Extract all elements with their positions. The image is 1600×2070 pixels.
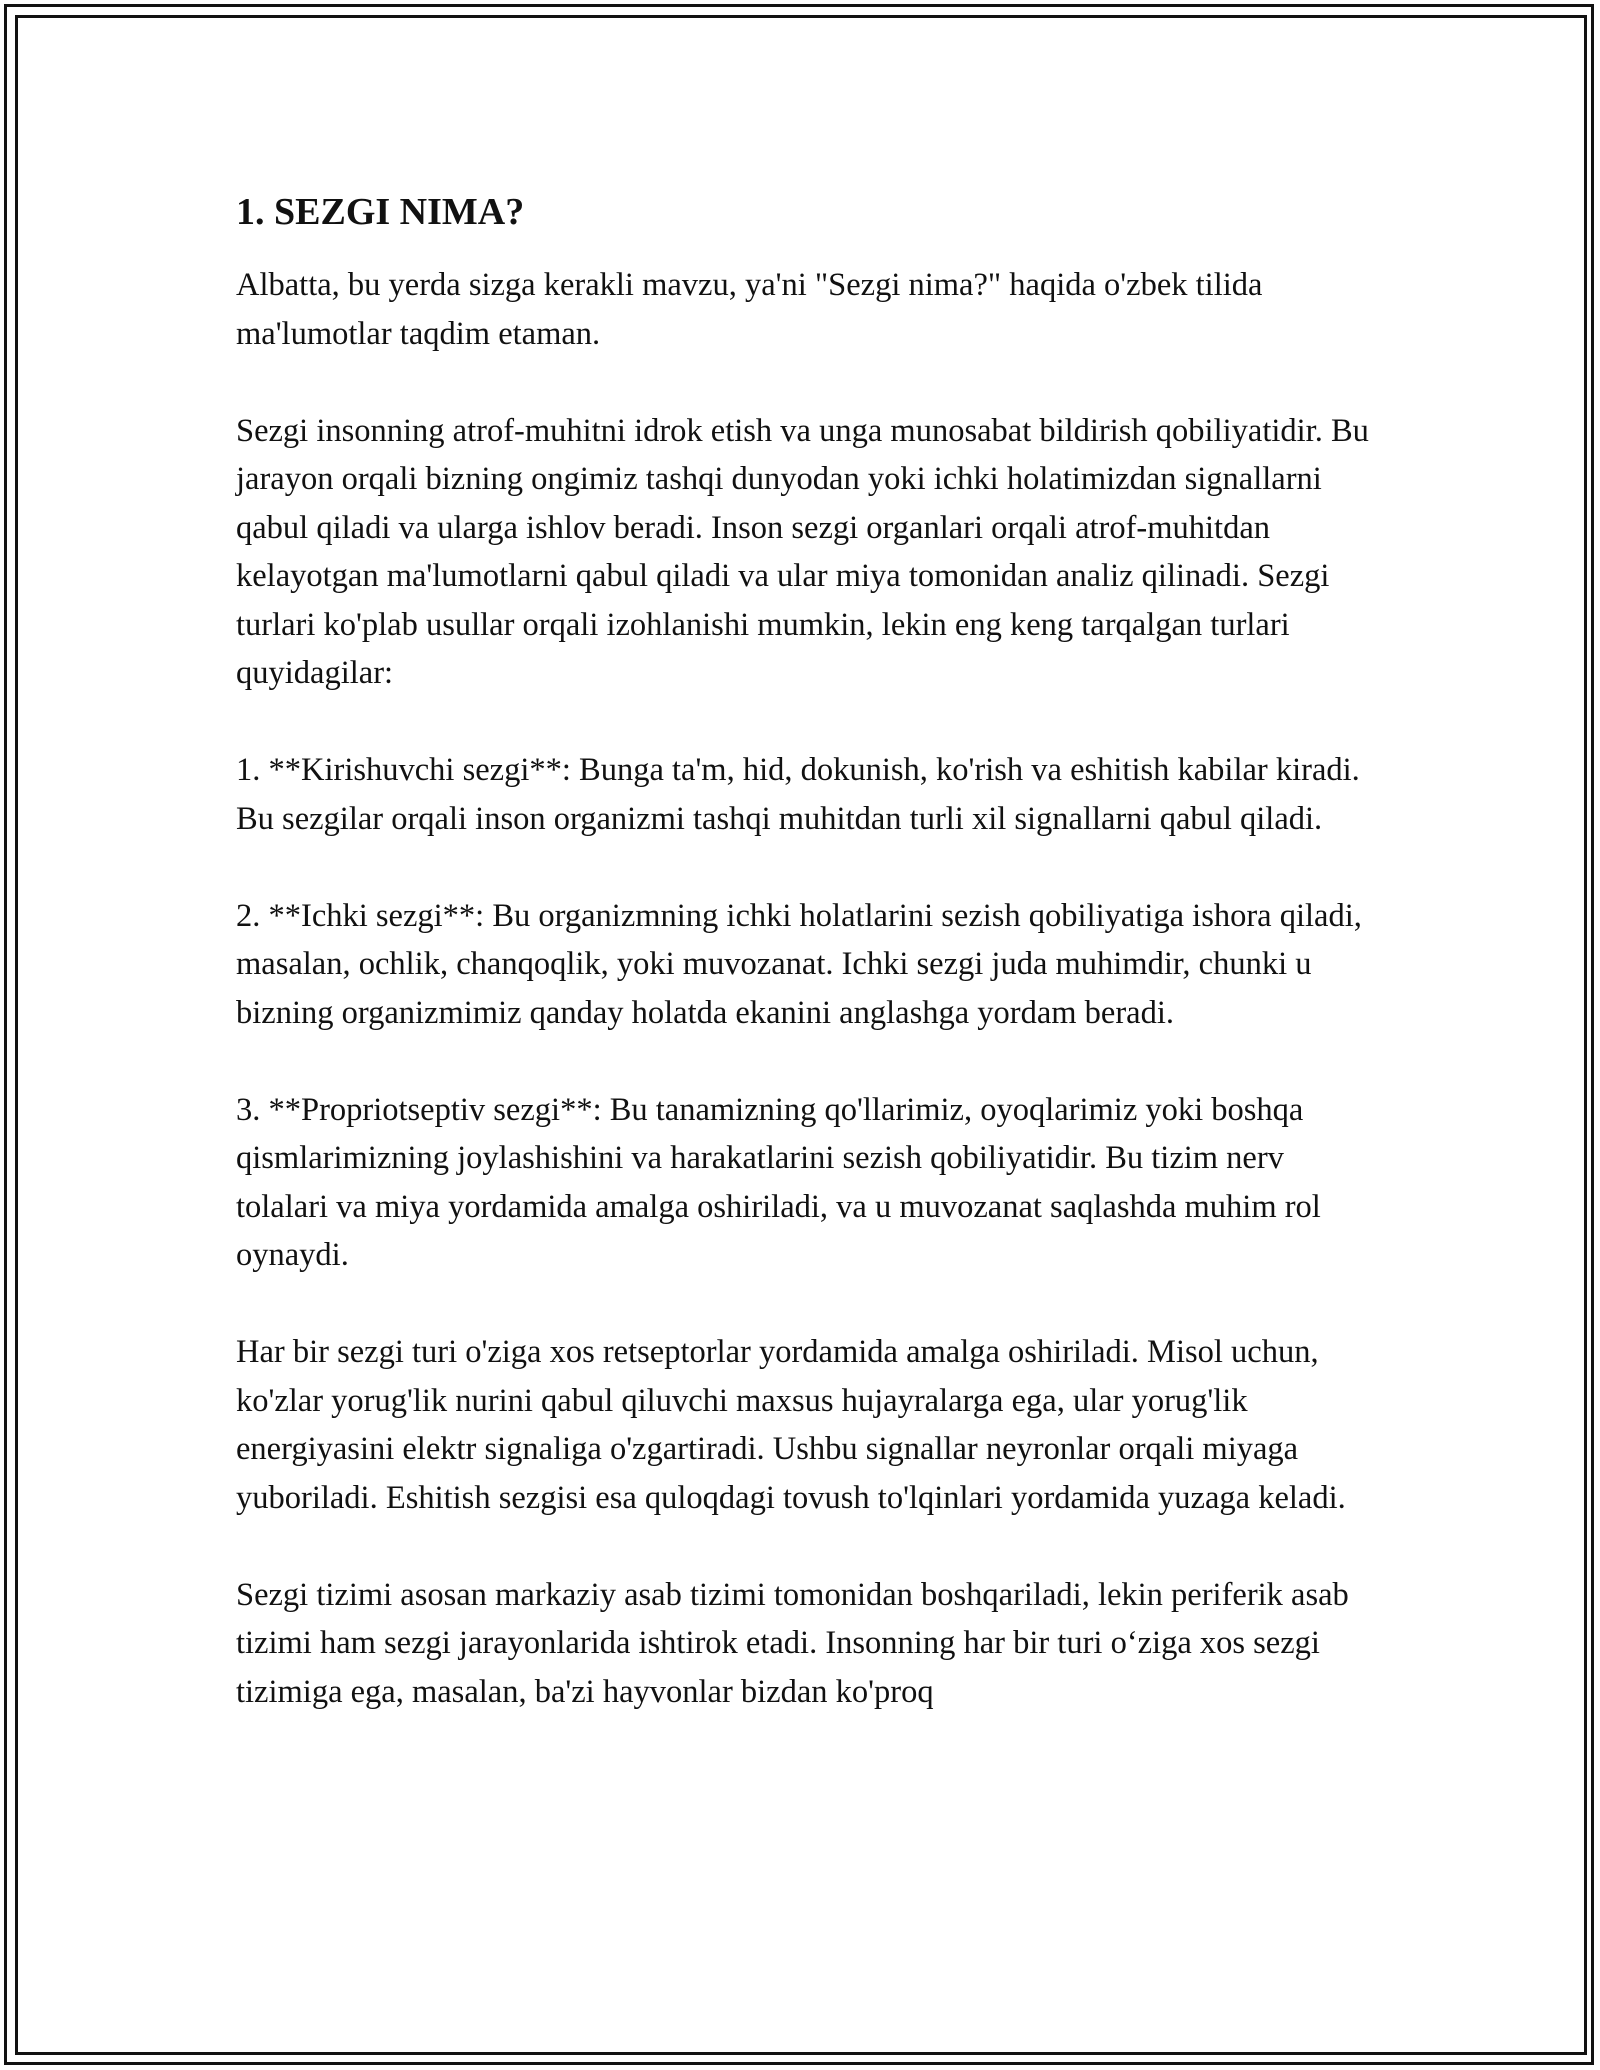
paragraph-receptors: Har bir sezgi turi o'ziga xos retseptorlar yordamida amalga oshiriladi. Misol uchun, ko'zlar yorug'lik nurini qabul qiluvchi maxsus hujayralarga ega, ular yorug'lik energiyasini elektr signaliga o'zgartiradi. Ushbu signallar neyronlar orqali miyaga yuboriladi. Eshitish sezgisi esa quloqdagi tovush to'lqinlari yordamida yuzaga keladi. bbox=[236, 1334, 1346, 1516]
paragraph-item-1: 1. **Kirishuvchi sezgi**: Bunga ta'm, hid, dokunish, ko'rish va eshitish kabilar kiradi. Bu sezgilar orqali inson organizmi tashqi muhitdan turli xil signallarni qabul qiladi. bbox=[236, 752, 1360, 837]
paragraph-nervous-system: Sezgi tizimi asosan markaziy asab tizimi tomonidan boshqariladi, lekin periferik asab tizimi ham sezgi jarayonlarida ishtirok etadi. Insonning har bir turi o‘ziga xos sezgi tizimiga ega, masalan, ba'zi hayvonlar bizdan ko'proq bbox=[236, 1576, 1349, 1710]
document-title: 1. SEZGI NIMA? bbox=[236, 191, 525, 233]
paragraph-item-2: 2. **Ichki sezgi**: Bu organizmning ichki holatlarini sezish qobiliyatiga ishora qiladi, masalan, ochlik, chanqoqlik, yoki muvozanat. Ichki sezgi juda muhimdir, chunki u bizning organizmimiz qanday holatda ekanini anglashga yordam beradi. bbox=[236, 897, 1362, 1031]
paragraph-item-3: 3. **Propriotseptiv sezgi**: Bu tanamizning qo'llarimiz, oyoqlarimiz yoki boshqa qismlarimizning joylashishini va harakatlarini sezish qobiliyatidir. Bu tizim nerv tolalari va miya yordamida amalga oshiriladi, va u muvozanat saqlashda muhim rol oynaydi. bbox=[236, 1091, 1321, 1273]
paragraph-intro: Albatta, bu yerda sizga kerakli mavzu, ya'ni "Sezgi nima?" haqida o'zbek tilida ma'lumotlar taqdim etaman. bbox=[236, 267, 1263, 352]
document-body bbox=[236, 185, 1384, 1765]
paragraph-definition: Sezgi insonning atrof-muhitni idrok etish va unga munosabat bildirish qobiliyatidir. Bu jarayon orqali bizning ongimiz tashqi dunyodan yoki ichki holatimizdan signallarni qabul qiladi va ularga ishlov beradi. Inson sezgi organlari orqali atrof-muhitdan kelayotgan ma'lumotlarni qabul qiladi va ular miya tomonidan analiz qilinadi. Sezgi turlari ko'plab usullar orqali izohlanishi mumkin, lekin eng keng tarqalgan turlari quyidagilar: bbox=[236, 412, 1369, 691]
